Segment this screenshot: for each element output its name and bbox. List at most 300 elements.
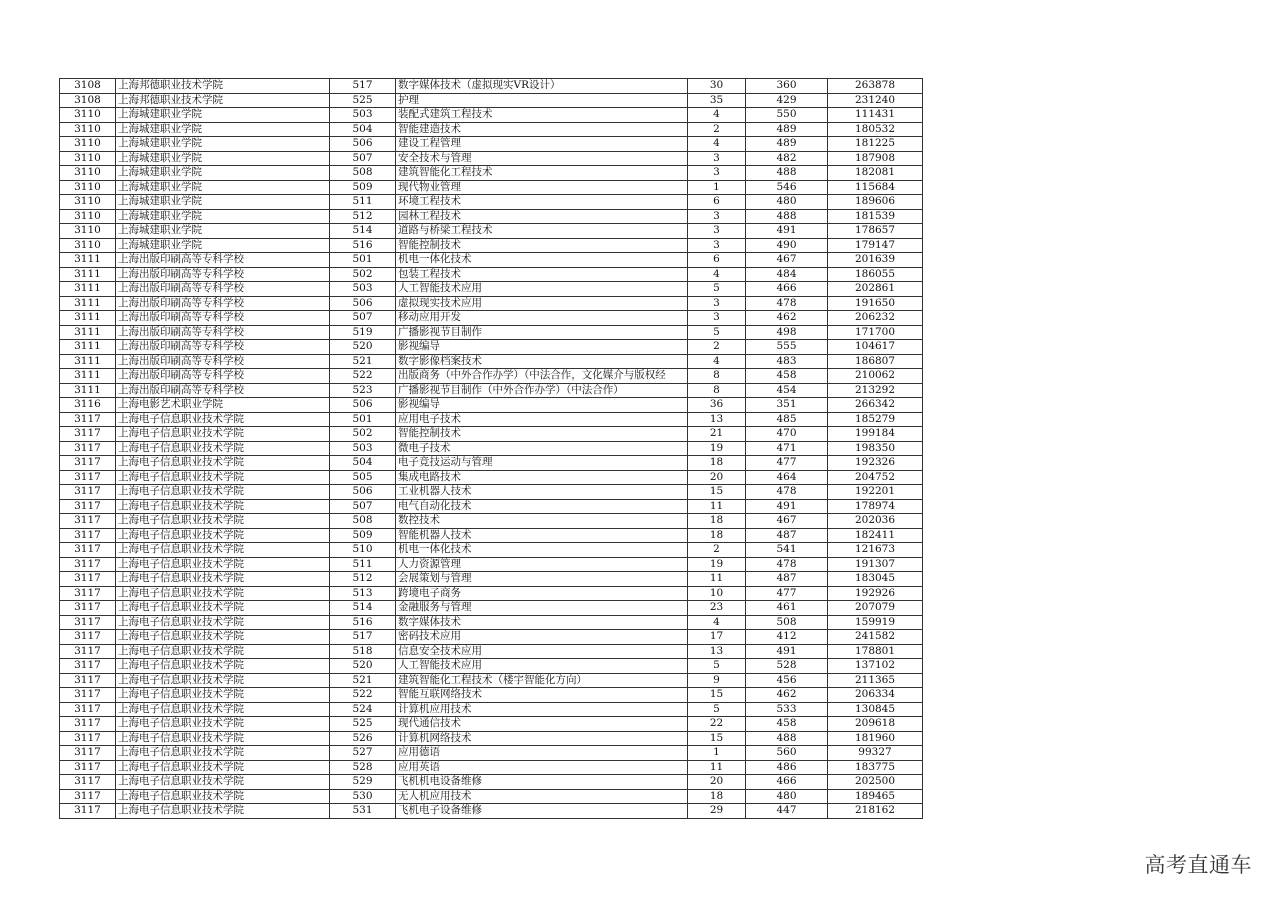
- major-name-cell: 建筑智能化工程技术: [396, 166, 688, 181]
- table-row: [60, 673, 923, 688]
- score-cell: 482: [746, 151, 828, 166]
- major-name-cell: 现代物业管理: [396, 180, 688, 195]
- major-code-cell: 508: [330, 514, 396, 529]
- major-name-cell: 建筑智能化工程技术（楼宇智能化方向）: [396, 673, 688, 688]
- plan-count-cell: 6: [688, 195, 746, 210]
- rank-cell: 178657: [828, 224, 923, 239]
- rank-cell: 191650: [828, 296, 923, 311]
- table-body: [60, 79, 923, 819]
- table-row: [60, 688, 923, 703]
- table-row: [60, 224, 923, 239]
- school-code-cell: 3110: [60, 209, 116, 224]
- rank-cell: 189465: [828, 789, 923, 804]
- plan-count-cell: 3: [688, 209, 746, 224]
- table-row: [60, 369, 923, 384]
- rank-cell: 189606: [828, 195, 923, 210]
- plan-count-cell: 3: [688, 238, 746, 253]
- score-cell: 528: [746, 659, 828, 674]
- plan-count-cell: 4: [688, 267, 746, 282]
- plan-count-cell: 20: [688, 775, 746, 790]
- major-code-cell: 531: [330, 804, 396, 819]
- rank-cell: 181539: [828, 209, 923, 224]
- major-name-cell: 机电一体化技术: [396, 543, 688, 558]
- major-name-cell: 人工智能技术应用: [396, 282, 688, 297]
- plan-count-cell: 35: [688, 93, 746, 108]
- table-row: [60, 528, 923, 543]
- plan-count-cell: 15: [688, 485, 746, 500]
- major-name-cell: 数字影像档案技术: [396, 354, 688, 369]
- plan-count-cell: 8: [688, 369, 746, 384]
- rank-cell: 192926: [828, 586, 923, 601]
- score-cell: 508: [746, 615, 828, 630]
- major-code-cell: 503: [330, 282, 396, 297]
- major-code-cell: 507: [330, 311, 396, 326]
- major-code-cell: 514: [330, 601, 396, 616]
- school-name-cell: 上海电子信息职业技术学院: [116, 688, 330, 703]
- major-code-cell: 501: [330, 412, 396, 427]
- rank-cell: 202500: [828, 775, 923, 790]
- school-name-cell: 上海电子信息职业技术学院: [116, 470, 330, 485]
- major-code-cell: 508: [330, 166, 396, 181]
- school-name-cell: 上海出版印刷高等专科学校: [116, 282, 330, 297]
- school-code-cell: 3117: [60, 688, 116, 703]
- table-row: [60, 615, 923, 630]
- school-code-cell: 3117: [60, 557, 116, 572]
- score-cell: 480: [746, 789, 828, 804]
- major-code-cell: 528: [330, 760, 396, 775]
- major-name-cell: 广播影视节目制作: [396, 325, 688, 340]
- major-code-cell: 503: [330, 108, 396, 123]
- school-code-cell: 3111: [60, 369, 116, 384]
- school-name-cell: 上海电子信息职业技术学院: [116, 543, 330, 558]
- school-code-cell: 3110: [60, 180, 116, 195]
- major-code-cell: 511: [330, 557, 396, 572]
- school-code-cell: 3110: [60, 137, 116, 152]
- major-name-cell: 无人机应用技术: [396, 789, 688, 804]
- major-code-cell: 522: [330, 688, 396, 703]
- score-cell: 488: [746, 731, 828, 746]
- school-name-cell: 上海城建职业学院: [116, 180, 330, 195]
- school-code-cell: 3111: [60, 267, 116, 282]
- school-name-cell: 上海电子信息职业技术学院: [116, 456, 330, 471]
- rank-cell: 199184: [828, 427, 923, 442]
- major-name-cell: 人工智能技术应用: [396, 659, 688, 674]
- score-cell: 458: [746, 717, 828, 732]
- major-code-cell: 504: [330, 122, 396, 137]
- school-name-cell: 上海城建职业学院: [116, 122, 330, 137]
- major-name-cell: 机电一体化技术: [396, 253, 688, 268]
- table-row: [60, 427, 923, 442]
- plan-count-cell: 30: [688, 79, 746, 94]
- school-code-cell: 3110: [60, 166, 116, 181]
- table-row: [60, 456, 923, 471]
- major-name-cell: 金融服务与管理: [396, 601, 688, 616]
- school-code-cell: 3117: [60, 702, 116, 717]
- score-cell: 487: [746, 528, 828, 543]
- school-code-cell: 3111: [60, 311, 116, 326]
- plan-count-cell: 36: [688, 398, 746, 413]
- school-code-cell: 3110: [60, 151, 116, 166]
- major-code-cell: 527: [330, 746, 396, 761]
- school-code-cell: 3111: [60, 383, 116, 398]
- rank-cell: 104617: [828, 340, 923, 355]
- score-cell: 533: [746, 702, 828, 717]
- school-name-cell: 上海电子信息职业技术学院: [116, 485, 330, 500]
- table-row: [60, 325, 923, 340]
- school-code-cell: 3117: [60, 528, 116, 543]
- plan-count-cell: 20: [688, 470, 746, 485]
- plan-count-cell: 17: [688, 630, 746, 645]
- score-cell: 550: [746, 108, 828, 123]
- school-name-cell: 上海电子信息职业技术学院: [116, 731, 330, 746]
- major-code-cell: 518: [330, 644, 396, 659]
- major-code-cell: 519: [330, 325, 396, 340]
- school-code-cell: 3117: [60, 485, 116, 500]
- score-cell: 454: [746, 383, 828, 398]
- score-cell: 480: [746, 195, 828, 210]
- major-code-cell: 507: [330, 499, 396, 514]
- plan-count-cell: 6: [688, 253, 746, 268]
- major-code-cell: 514: [330, 224, 396, 239]
- school-code-cell: 3117: [60, 441, 116, 456]
- major-code-cell: 504: [330, 456, 396, 471]
- plan-count-cell: 18: [688, 456, 746, 471]
- school-code-cell: 3116: [60, 398, 116, 413]
- school-name-cell: 上海电子信息职业技术学院: [116, 630, 330, 645]
- plan-count-cell: 4: [688, 354, 746, 369]
- school-code-cell: 3108: [60, 93, 116, 108]
- rank-cell: 241582: [828, 630, 923, 645]
- plan-count-cell: 22: [688, 717, 746, 732]
- major-code-cell: 503: [330, 441, 396, 456]
- rank-cell: 201639: [828, 253, 923, 268]
- rank-cell: 210062: [828, 369, 923, 384]
- table-row: [60, 311, 923, 326]
- score-cell: 477: [746, 586, 828, 601]
- plan-count-cell: 10: [688, 586, 746, 601]
- table-row: [60, 659, 923, 674]
- plan-count-cell: 1: [688, 180, 746, 195]
- score-cell: 458: [746, 369, 828, 384]
- major-name-cell: 装配式建筑工程技术: [396, 108, 688, 123]
- rank-cell: 207079: [828, 601, 923, 616]
- major-code-cell: 516: [330, 238, 396, 253]
- major-code-cell: 502: [330, 267, 396, 282]
- school-code-cell: 3108: [60, 79, 116, 94]
- major-code-cell: 521: [330, 354, 396, 369]
- major-name-cell: 建设工程管理: [396, 137, 688, 152]
- table-row: [60, 731, 923, 746]
- rank-cell: 213292: [828, 383, 923, 398]
- score-cell: 478: [746, 296, 828, 311]
- table-row: [60, 630, 923, 645]
- school-name-cell: 上海出版印刷高等专科学校: [116, 325, 330, 340]
- major-name-cell: 园林工程技术: [396, 209, 688, 224]
- major-code-cell: 526: [330, 731, 396, 746]
- plan-count-cell: 5: [688, 659, 746, 674]
- rank-cell: 206232: [828, 311, 923, 326]
- plan-count-cell: 11: [688, 572, 746, 587]
- rank-cell: 186055: [828, 267, 923, 282]
- table-row: [60, 485, 923, 500]
- score-cell: 447: [746, 804, 828, 819]
- plan-count-cell: 15: [688, 688, 746, 703]
- score-cell: 484: [746, 267, 828, 282]
- major-code-cell: 512: [330, 572, 396, 587]
- school-code-cell: 3117: [60, 572, 116, 587]
- major-code-cell: 505: [330, 470, 396, 485]
- score-cell: 429: [746, 93, 828, 108]
- major-code-cell: 510: [330, 543, 396, 558]
- major-code-cell: 506: [330, 137, 396, 152]
- school-code-cell: 3117: [60, 601, 116, 616]
- rank-cell: 178801: [828, 644, 923, 659]
- score-cell: 477: [746, 456, 828, 471]
- score-cell: 491: [746, 499, 828, 514]
- school-name-cell: 上海电子信息职业技术学院: [116, 702, 330, 717]
- rank-cell: 266342: [828, 398, 923, 413]
- table-row: [60, 296, 923, 311]
- plan-count-cell: 2: [688, 122, 746, 137]
- school-name-cell: 上海出版印刷高等专科学校: [116, 354, 330, 369]
- major-name-cell: 信息安全技术应用: [396, 644, 688, 659]
- major-code-cell: 511: [330, 195, 396, 210]
- score-cell: 487: [746, 572, 828, 587]
- table-row: [60, 412, 923, 427]
- score-cell: 546: [746, 180, 828, 195]
- rank-cell: 198350: [828, 441, 923, 456]
- school-name-cell: 上海出版印刷高等专科学校: [116, 296, 330, 311]
- table-row: [60, 137, 923, 152]
- major-name-cell: 电子竞技运动与管理: [396, 456, 688, 471]
- major-name-cell: 安全技术与管理: [396, 151, 688, 166]
- school-name-cell: 上海城建职业学院: [116, 166, 330, 181]
- table-row: [60, 267, 923, 282]
- major-name-cell: 智能控制技术: [396, 238, 688, 253]
- school-code-cell: 3117: [60, 746, 116, 761]
- major-code-cell: 501: [330, 253, 396, 268]
- table-row: [60, 166, 923, 181]
- score-cell: 491: [746, 224, 828, 239]
- table-row: [60, 238, 923, 253]
- score-cell: 461: [746, 601, 828, 616]
- major-name-cell: 计算机应用技术: [396, 702, 688, 717]
- major-name-cell: 飞机机电设备维修: [396, 775, 688, 790]
- school-code-cell: 3117: [60, 412, 116, 427]
- major-name-cell: 数字媒体技术: [396, 615, 688, 630]
- table-row: [60, 644, 923, 659]
- major-name-cell: 密码技术应用: [396, 630, 688, 645]
- major-name-cell: 工业机器人技术: [396, 485, 688, 500]
- school-name-cell: 上海城建职业学院: [116, 224, 330, 239]
- rank-cell: 182411: [828, 528, 923, 543]
- table-row: [60, 340, 923, 355]
- major-name-cell: 智能机器人技术: [396, 528, 688, 543]
- table-row: [60, 557, 923, 572]
- major-name-cell: 电气自动化技术: [396, 499, 688, 514]
- plan-count-cell: 3: [688, 166, 746, 181]
- score-cell: 490: [746, 238, 828, 253]
- school-code-cell: 3110: [60, 108, 116, 123]
- school-name-cell: 上海电子信息职业技术学院: [116, 644, 330, 659]
- plan-count-cell: 13: [688, 412, 746, 427]
- school-name-cell: 上海城建职业学院: [116, 195, 330, 210]
- score-cell: 462: [746, 311, 828, 326]
- major-name-cell: 环境工程技术: [396, 195, 688, 210]
- score-cell: 486: [746, 760, 828, 775]
- table-row: [60, 572, 923, 587]
- major-name-cell: 智能互联网络技术: [396, 688, 688, 703]
- rank-cell: 137102: [828, 659, 923, 674]
- school-name-cell: 上海电子信息职业技术学院: [116, 760, 330, 775]
- major-name-cell: 微电子技术: [396, 441, 688, 456]
- rank-cell: 209618: [828, 717, 923, 732]
- rank-cell: 211365: [828, 673, 923, 688]
- score-cell: 488: [746, 166, 828, 181]
- table-row: [60, 746, 923, 761]
- major-code-cell: 530: [330, 789, 396, 804]
- table-row: [60, 122, 923, 137]
- major-name-cell: 出版商务（中外合作办学）（中法合作，文化媒介与版权经: [396, 369, 688, 384]
- major-code-cell: 529: [330, 775, 396, 790]
- major-code-cell: 512: [330, 209, 396, 224]
- plan-count-cell: 11: [688, 760, 746, 775]
- table-row: [60, 108, 923, 123]
- major-code-cell: 523: [330, 383, 396, 398]
- major-name-cell: 应用英语: [396, 760, 688, 775]
- major-code-cell: 502: [330, 427, 396, 442]
- major-name-cell: 数控技术: [396, 514, 688, 529]
- major-name-cell: 道路与桥梁工程技术: [396, 224, 688, 239]
- school-code-cell: 3117: [60, 427, 116, 442]
- school-code-cell: 3111: [60, 282, 116, 297]
- score-cell: 464: [746, 470, 828, 485]
- major-name-cell: 广播影视节目制作（中外合作办学）（中法合作）: [396, 383, 688, 398]
- major-name-cell: 会展策划与管理: [396, 572, 688, 587]
- table-row: [60, 151, 923, 166]
- score-cell: 560: [746, 746, 828, 761]
- school-code-cell: 3117: [60, 775, 116, 790]
- rank-cell: 183045: [828, 572, 923, 587]
- major-code-cell: 516: [330, 615, 396, 630]
- major-name-cell: 影视编导: [396, 398, 688, 413]
- major-code-cell: 525: [330, 93, 396, 108]
- school-code-cell: 3111: [60, 325, 116, 340]
- school-code-cell: 3111: [60, 354, 116, 369]
- rank-cell: 191307: [828, 557, 923, 572]
- plan-count-cell: 3: [688, 151, 746, 166]
- rank-cell: 159919: [828, 615, 923, 630]
- school-code-cell: 3111: [60, 296, 116, 311]
- table-row: [60, 253, 923, 268]
- plan-count-cell: 21: [688, 427, 746, 442]
- major-code-cell: 507: [330, 151, 396, 166]
- table-row: [60, 804, 923, 819]
- rank-cell: 99327: [828, 746, 923, 761]
- table-row: [60, 702, 923, 717]
- school-name-cell: 上海电子信息职业技术学院: [116, 514, 330, 529]
- table-row: [60, 601, 923, 616]
- plan-count-cell: 18: [688, 528, 746, 543]
- rank-cell: 130845: [828, 702, 923, 717]
- school-code-cell: 3117: [60, 514, 116, 529]
- score-cell: 466: [746, 282, 828, 297]
- plan-count-cell: 4: [688, 615, 746, 630]
- major-code-cell: 524: [330, 702, 396, 717]
- score-cell: 541: [746, 543, 828, 558]
- major-code-cell: 509: [330, 180, 396, 195]
- school-name-cell: 上海邦德职业技术学院: [116, 93, 330, 108]
- major-name-cell: 智能控制技术: [396, 427, 688, 442]
- major-code-cell: 525: [330, 717, 396, 732]
- score-cell: 485: [746, 412, 828, 427]
- plan-count-cell: 11: [688, 499, 746, 514]
- major-name-cell: 现代通信技术: [396, 717, 688, 732]
- school-code-cell: 3117: [60, 659, 116, 674]
- major-name-cell: 护理: [396, 93, 688, 108]
- major-code-cell: 522: [330, 369, 396, 384]
- major-name-cell: 影视编导: [396, 340, 688, 355]
- school-name-cell: 上海城建职业学院: [116, 151, 330, 166]
- school-code-cell: 3117: [60, 470, 116, 485]
- score-cell: 456: [746, 673, 828, 688]
- school-name-cell: 上海电子信息职业技术学院: [116, 673, 330, 688]
- major-code-cell: 520: [330, 659, 396, 674]
- plan-count-cell: 13: [688, 644, 746, 659]
- school-name-cell: 上海出版印刷高等专科学校: [116, 369, 330, 384]
- table-row: [60, 354, 923, 369]
- rank-cell: 181960: [828, 731, 923, 746]
- table-row: [60, 383, 923, 398]
- major-name-cell: 跨境电子商务: [396, 586, 688, 601]
- table-row: [60, 470, 923, 485]
- school-name-cell: 上海电子信息职业技术学院: [116, 601, 330, 616]
- school-code-cell: 3117: [60, 543, 116, 558]
- table-row: [60, 514, 923, 529]
- plan-count-cell: 5: [688, 282, 746, 297]
- school-name-cell: 上海电子信息职业技术学院: [116, 717, 330, 732]
- major-code-cell: 506: [330, 485, 396, 500]
- major-code-cell: 506: [330, 296, 396, 311]
- school-name-cell: 上海城建职业学院: [116, 108, 330, 123]
- rank-cell: 192326: [828, 456, 923, 471]
- rank-cell: 202861: [828, 282, 923, 297]
- table-row: [60, 282, 923, 297]
- score-cell: 467: [746, 253, 828, 268]
- plan-count-cell: 1: [688, 746, 746, 761]
- score-cell: 466: [746, 775, 828, 790]
- rank-cell: 263878: [828, 79, 923, 94]
- school-code-cell: 3117: [60, 731, 116, 746]
- plan-count-cell: 19: [688, 557, 746, 572]
- rank-cell: 115684: [828, 180, 923, 195]
- school-name-cell: 上海出版印刷高等专科学校: [116, 267, 330, 282]
- school-name-cell: 上海电子信息职业技术学院: [116, 528, 330, 543]
- table-row: [60, 586, 923, 601]
- score-cell: 491: [746, 644, 828, 659]
- major-name-cell: 集成电路技术: [396, 470, 688, 485]
- rank-cell: 111431: [828, 108, 923, 123]
- rank-cell: 178974: [828, 499, 923, 514]
- school-name-cell: 上海邦德职业技术学院: [116, 79, 330, 94]
- plan-count-cell: 9: [688, 673, 746, 688]
- admission-table: [59, 78, 923, 819]
- plan-count-cell: 4: [688, 108, 746, 123]
- school-code-cell: 3117: [60, 673, 116, 688]
- school-name-cell: 上海电子信息职业技术学院: [116, 441, 330, 456]
- score-cell: 555: [746, 340, 828, 355]
- score-cell: 467: [746, 514, 828, 529]
